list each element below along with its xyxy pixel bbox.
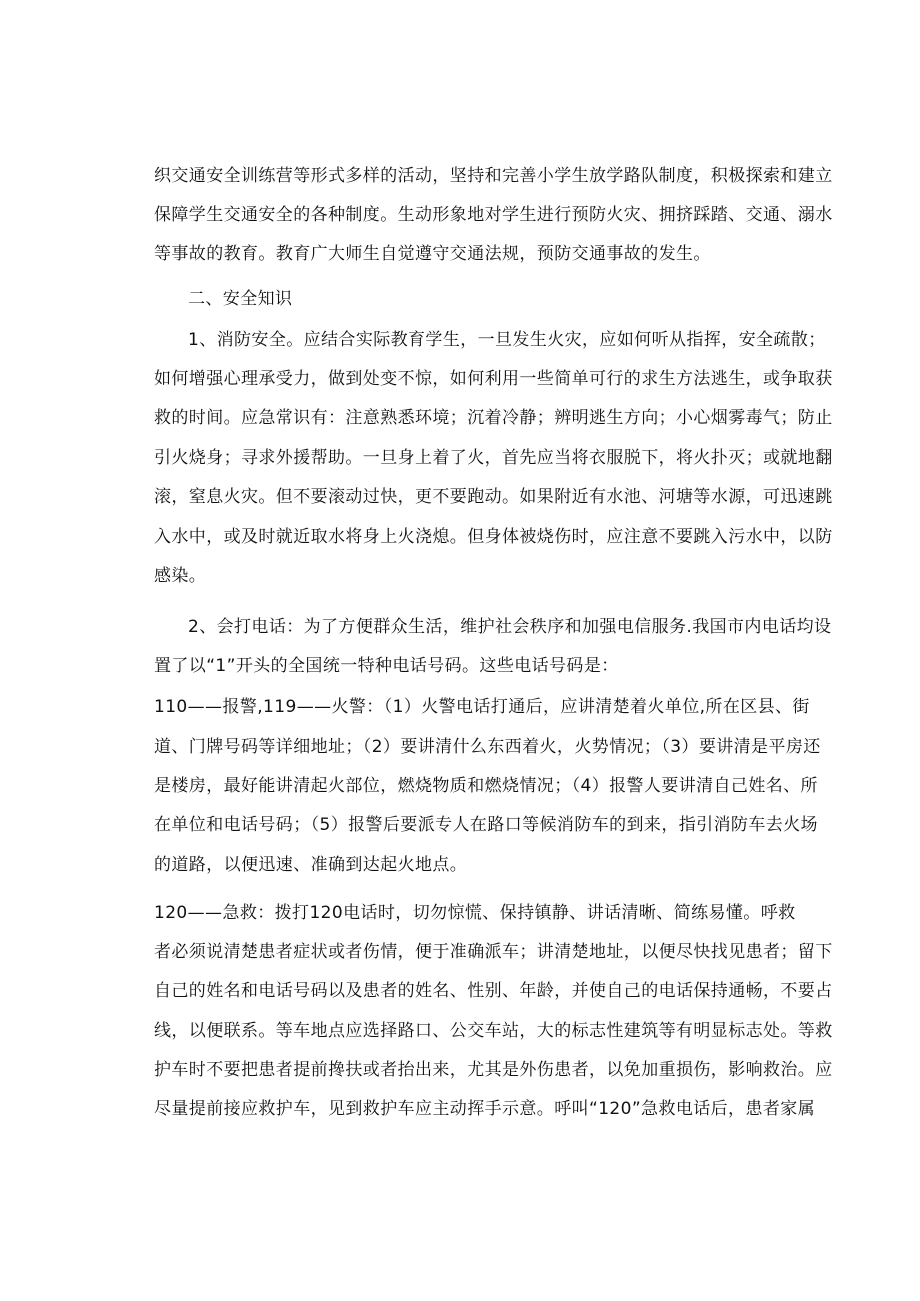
text-line: 线，以便联系。等车地点应选择路口、公交车站，大的标志性建筑等有明显标志处。等救 [154, 1021, 833, 1041]
text-line: 者必须说清楚患者症状或者伤情，便于准确派车；讲清楚地址，以便尽快找见患者；留下 [154, 942, 833, 962]
text-line: 1、消防安全。应结合实际教育学生，一旦发生火灾，应如何听从指挥，安全疏散； [188, 330, 826, 350]
text-line: 自己的姓名和电话号码以及患者的姓名、性别、年龄，并使自己的电话保持通畅，不要占 [154, 981, 833, 1001]
text-line: 2、会打电话：为了方便群众生活，维护社会秩序和加强电信服务.我国市内电话均设 [188, 617, 832, 637]
text-line: 入水中，或及时就近取水将身上火浇熄。但身体被烧伤时，应注意不要跳入污水中，以防 [154, 527, 833, 547]
text-line: 保障学生交通安全的各种制度。生动形象地对学生进行预防火灾、拥挤踩踏、交通、溺水 [154, 205, 833, 225]
text-line: 引火烧身；寻求外援帮助。一旦身上着了火，首先应当将衣服脱下，将火扑灭；或就地翻 [154, 448, 833, 468]
text-line: 110——报警,119——火警：（1）火警电话打通后，应讲清楚着火单位,所在区县、街 [154, 697, 810, 717]
text-line: 感染。 [154, 566, 207, 586]
text-line: 在单位和电话号码；（5）报警后要派专人在路口等候消防车的到来，指引消防车去火场 [154, 815, 818, 835]
text-line: 救的时间。应急常识有：注意熟悉环境；沉着冷静；辨明逃生方向；小心烟雾毒气；防止 [154, 408, 833, 428]
text-line: 如何增强心理承受力，做到处变不惊，如何利用一些简单可行的求生方法逃生，或争取获 [154, 369, 833, 389]
text-line: 织交通安全训练营等形式多样的活动，坚持和完善小学生放学路队制度，积极探索和建立 [154, 166, 833, 186]
text-line: 等事故的教育。教育广大师生自觉遵守交通法规，预防交通事故的发生。 [154, 244, 711, 264]
text-line: 滚，窒息火灾。但不要滚动过快，更不要跑动。如果附近有水池、河塘等水源，可迅速跳 [154, 487, 833, 507]
text-line: 120——急救：拨打120电话时，切勿惊慌、保持镇静、讲话清晰、简练易懂。呼救 [154, 903, 796, 923]
text-line: 置了以“1”开头的全国统一特种电话号码。这些电话号码是： [154, 656, 619, 676]
text-line: 的道路，以便迅速、准确到达起火地点。 [154, 855, 468, 875]
text-line: 是楼房，最好能讲清起火部位，燃烧物质和燃烧情况；（4）报警人要讲清自己姓名、所 [154, 776, 818, 796]
text-line: 护车时不要把患者提前搀扶或者抬出来，尤其是外伤患者，以免加重损伤，影响救治。应 [154, 1060, 833, 1080]
section-heading: 二、安全知识 [188, 289, 293, 309]
text-line: 道、门牌号码等详细地址；（2）要讲清什么东西着火，火势情况；（3）要讲清是平房还 [154, 737, 821, 757]
text-line: 尽量提前接应救护车，见到救护车应主动挥手示意。呼叫“120”急救电话后，患者家属 [154, 1099, 816, 1119]
